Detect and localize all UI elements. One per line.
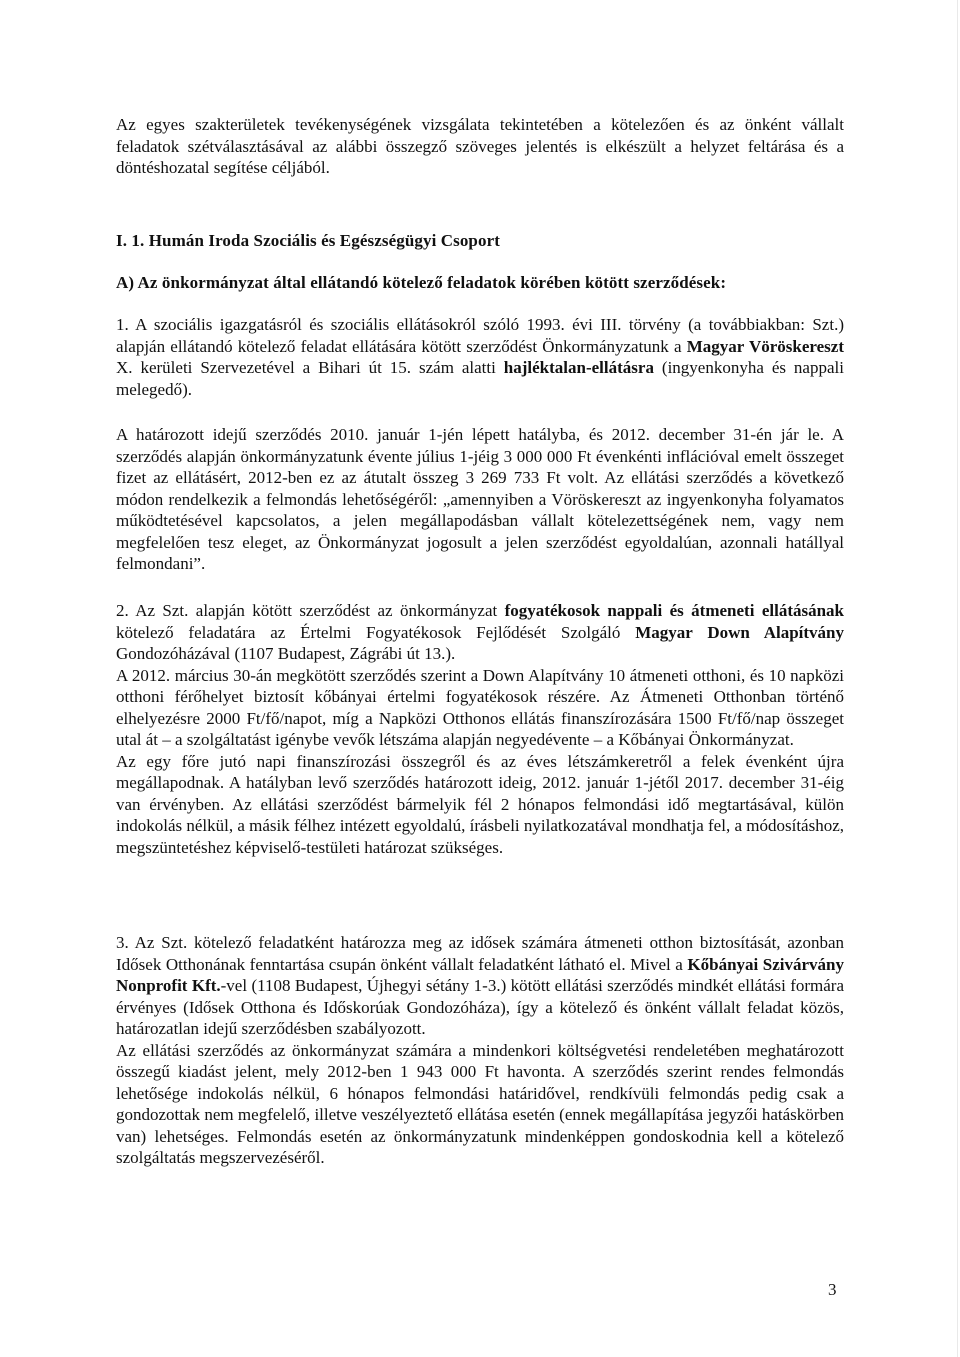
item-3-org-name: Kőbányai Szivárvány Nonprofit Kft. <box>116 954 844 995</box>
item-1-paragraph <box>116 314 844 400</box>
item-1-text <box>116 314 844 400</box>
item-1-contract-paragraph <box>116 424 844 575</box>
item-1-text-d: (ingyenkonyha és nappali melegedő). <box>116 358 844 399</box>
item-2-text-a: 2. Az Szt. alapján kötött szerződést az önkormányzat <box>116 601 505 620</box>
item-2-text-c: kötelező feladatára az Értelmi Fogyatékosok Fejlődését Szolgáló <box>116 622 636 642</box>
item-1-text-c: X. kerületi Szervezetével a Bihari út 15. szám alatti <box>116 358 504 377</box>
item-1-service-name: hajléktalan-ellátásra <box>503 358 654 377</box>
subsection-heading: A) Az önkormányzat által ellátandó kötelező feladatok körében kötött szerződések: <box>116 273 727 292</box>
item-2-paragraph <box>116 600 844 858</box>
item-3-paragraph <box>116 932 844 1169</box>
intro-text: Az egyes szakterületek tevékenységének vizsgálata tekintetében a kötelezően és az önként vállalt feladatok szétválasztásával az alábbi összegző szöveges jelentés is elkészült a helyzet feltárása és a döntéshozatal segítése céljából. <box>116 115 844 177</box>
section-heading: I. 1. Humán Iroda Szociális és Egészségügyi Csoport <box>116 231 500 250</box>
intro-paragraph <box>116 114 844 179</box>
page-edge-line <box>957 0 958 1357</box>
item-2-agreement-text: A 2012. március 30-án megkötött szerződés szerint a Down Alapítvány 10 átmeneti otthoni, és 10 napközi otthoni férőhelyet biztosít kőbányai értelmi fogyatékosok részére. Az Átmeneti Otthonban történő elhelyezésre 2000 Ft/fő/napot, míg a Napközi Otthonos ellátás finanszírozására 1500 Ft/fő/nap összeget utal át – a szolgáltatást igénybe vevők létszáma alapján negyedévente – a Kőbányai Önkormányzat. <box>116 665 844 749</box>
item-3-text-a: 3. Az Szt. kötelező feladatként határozza meg az idősek számára átmeneti otthon biztosítását, azonban Idősek Otthonának fenntartása csupán önként vállalt feladatként látható el. Mivel a <box>116 933 844 974</box>
item-3-contract-text: Az ellátási szerződés az önkormányzat számára a mindenkori költségvetési rendeletében meghatározott összegű kiadást jelent, mely 2012-ben 1 943 000 Ft havonta. A szerződés szerint rendes felmondás lehetősége indokolás nélkül, 6 hónapos felmondási határidővel, rendkívüli felmondás pedig csak a gondozottak nem megfelelő, illetve veszélyeztető ellátása esetén (ennek megállapítása jegyzői hatáskörben van) lehetséges. Felmondás esetén az önkormányzatunk mindenképpen gondoskodnia kell a kötelező szolgáltatás megszervezéséről. <box>116 1040 844 1167</box>
item-2-service-name: fogyatékosok nappali és átmeneti ellátásának <box>504 601 845 620</box>
item-2-org-name: Magyar Down Alapítvány <box>635 622 845 642</box>
item-3-text <box>116 932 844 1040</box>
item-1-contract-text: A határozott idejű szerződés 2010. január 1-jén lépett hatályba, és 2012. december 31-én jár le. A szerződés alapján önkormányzatunk évente július 1-jéig 3 000 000 Ft évenkénti inflációval emelt összeget fizet az ellátásért, 2012-ben ez az átutalt összeg 3 269 733 Ft volt. Az ellátási szerződés a következő módon rendelkezik a felmondás lehetőségéről: „amennyiben a Vöröskereszt az ingyenkonyha folyamatos működtetésével kapcsolatos, a jelen megállapodásban vállalt kötelezettségének nem, vagy nem megfelelően tesz eleget, az Önkormányzat jogosult a jelen szerződést egyoldalúan, azonnali hatállyal felmondani”. <box>116 425 844 573</box>
page-number: 3 <box>828 1280 837 1299</box>
item-1-text-a: 1. A szociális igazgatásról és szociális ellátásokról szóló 1993. évi III. törvény (a továbbiakban: Szt.) alapján ellátandó kötelező feladat ellátására kötött szerződést Önkormányzatunk a <box>116 315 844 356</box>
item-2-text-d: Gondozóházával (1107 Budapest, Zágrábi út 13.). <box>116 644 456 663</box>
item-1-org-name: Magyar Vöröskereszt <box>686 336 844 356</box>
item-2-terms-text: Az egy főre jutó napi finanszírozási összegről és az éves létszámkeretről a felek évenként újra megállapodnak. A hatályban levő szerződés határozott ideig, 2012. január 1-jétől 2017. december 31-éig van érvényben. Az ellátási szerződést bármelyik fél 2 hónapos felmondási idő megtartásával, külön indokolás nélkül, a másik félhez intézett egyoldalú, írásbeli nyilatkozatával mondhatja fel, a módosításhoz, megszüntetéshez képviselő-testületi határozat szükséges. <box>116 751 844 857</box>
item-3-text-c: -vel (1108 Budapest, Újhegyi sétány 1-3.) kötött ellátási szerződés mindkét ellátási formára érvényes (Idősek Otthona és Időskorúak Gondozóháza), így a kötelező és önként vállalt feladat közös, határozatlan idejű szerződésben szabályozott. <box>116 976 845 1038</box>
item-2-text <box>116 600 844 665</box>
